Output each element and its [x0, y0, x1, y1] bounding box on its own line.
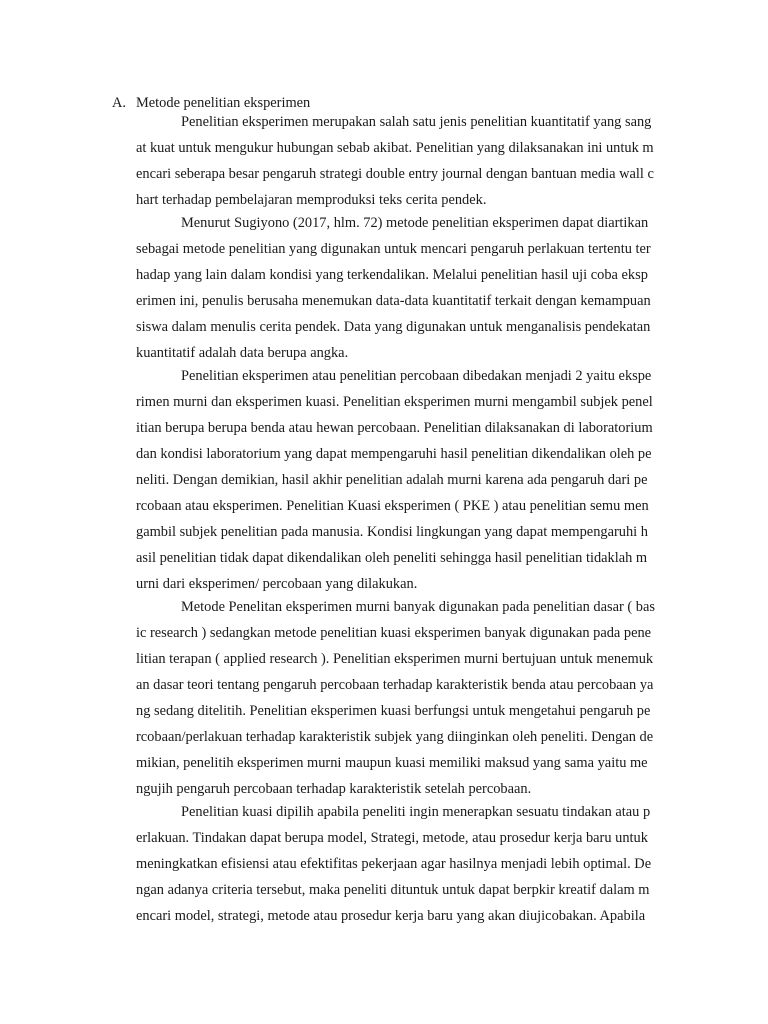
text-line: neliti. Dengan demikian, hasil akhir penelitian adalah murni karena ada pengaruh dari pe — [136, 472, 648, 488]
text-line: ngan adanya criteria tersebut, maka peneliti dituntuk untuk dapat berpkir kreatif dalam m — [136, 882, 650, 898]
text-line: sebagai metode penelitian yang digunakan untuk mencari pengaruh perlakuan tertentu ter — [136, 241, 651, 257]
text-line: asil penelitian tidak dapat dikendalikan oleh peneliti sehingga hasil penelitian tidaklah m — [136, 550, 648, 566]
text-line: urni dari eksperimen/ percobaan yang dilakukan. — [136, 576, 418, 592]
text-line: gambil subjek penelitian pada manusia. Kondisi lingkungan yang dapat mempengaruhi h — [136, 524, 648, 540]
text-line: Penelitian eksperimen atau penelitian percobaan dibedakan menjadi 2 yaitu ekspe — [181, 368, 652, 384]
text-line: hadap yang lain dalam kondisi yang terkendalikan. Melalui penelitian hasil uji coba eksp — [136, 267, 648, 283]
text-line: Menurut Sugiyono (2017, hlm. 72) metode penelitian eksperimen dapat diartikan — [181, 215, 649, 231]
text-line: hart terhadap pembelajaran memproduksi teks cerita pendek. — [136, 192, 487, 208]
section-title: Metode penelitian eksperimen — [136, 95, 311, 111]
text-line: mikian, penelitih eksperimen murni maupun kuasi memiliki maksud yang sama yaitu me — [136, 755, 648, 771]
text-line: meningkatkan efisiensi atau efektifitas pekerjaan agar hasilnya menjadi lebih optimal. De — [136, 856, 652, 872]
paragraph — [136, 210, 677, 363]
text-line: Metode Penelitan eksperimen murni banyak digunakan pada penelitian dasar ( bas — [181, 599, 655, 615]
text-line: ngujih pengaruh percobaan terhadap karakteristik setelah percobaan. — [136, 781, 532, 797]
paragraph — [136, 594, 677, 799]
text-line: rcobaan atau eksperimen. Penelitian Kuasi eksperimen ( PKE ) atau penelitian semu men — [136, 498, 649, 514]
text-line: siswa dalam menulis cerita pendek. Data yang digunakan untuk menganalisis pendekatan — [136, 319, 651, 335]
text-line: an dasar teori tentang pengaruh percobaan terhadap karakteristik benda atau percobaan ya — [136, 677, 654, 693]
text-line: Penelitian eksperimen merupakan salah satu jenis penelitian kuantitatif yang sang — [181, 114, 652, 130]
paragraph — [136, 363, 677, 594]
text-line: erimen ini, penulis berusaha menemukan data-data kuantitatif terkait dengan kemampuan — [136, 293, 651, 309]
text-line: rcobaan/perlakuan terhadap karakteristik subjek yang diinginkan oleh peneliti. Dengan de — [136, 729, 654, 745]
text-line: rimen murni dan eksperimen kuasi. Penelitian eksperimen murni mengambil subjek penel — [136, 394, 653, 410]
text-line: ic research ) sedangkan metode penelitian kuasi eksperimen banyak digunakan pada pene — [136, 625, 652, 641]
text-line: Penelitian kuasi dipilih apabila peneliti ingin menerapkan sesuatu tindakan atau p — [181, 804, 651, 820]
paragraph — [136, 109, 677, 210]
body-text — [136, 109, 677, 929]
text-line: ng sedang ditelitih. Penelitian eksperimen kuasi berfungsi untuk mengetahui pengaruh pe — [136, 703, 651, 719]
text-line: at kuat untuk mengukur hubungan sebab akibat. Penelitian yang dilaksanakan ini untuk m — [136, 140, 654, 156]
text-line: litian terapan ( applied research ). Penelitian eksperimen murni bertujuan untuk menemuk — [136, 651, 654, 667]
section-marker: A. — [112, 95, 126, 111]
text-line: erlakuan. Tindakan dapat berupa model, Strategi, metode, atau prosedur kerja baru untuk — [136, 830, 648, 846]
text-line: kuantitatif adalah data berupa angka. — [136, 345, 349, 361]
paragraph — [136, 799, 677, 929]
text-line: dan kondisi laboratorium yang dapat mempengaruhi hasil penelitian dikendalikan oleh pe — [136, 446, 652, 462]
text-line: encari seberapa besar pengaruh strategi double entry journal dengan bantuan media wall c — [136, 166, 654, 182]
text-line: encari model, strategi, metode atau prosedur kerja baru yang akan diujicobakan. Apabila — [136, 908, 646, 924]
text-line: itian berupa berupa benda atau hewan percobaan. Penelitian dilaksanakan di laboratorium — [136, 420, 653, 436]
